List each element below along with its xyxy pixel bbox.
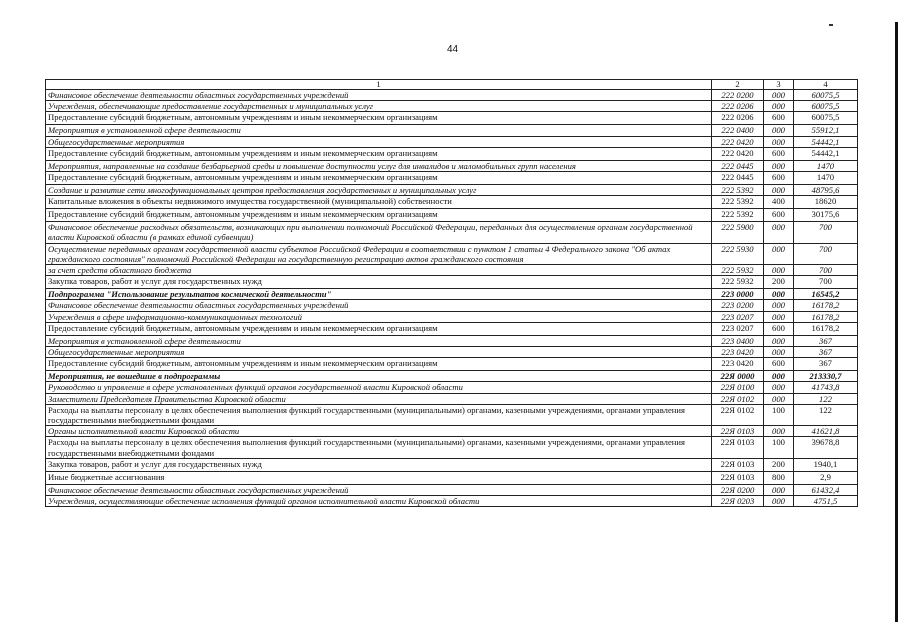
row-code-cell: 223 0200 [712, 300, 764, 311]
row-type-cell: 000 [764, 311, 794, 322]
row-code-cell: 223 0420 [712, 358, 764, 371]
row-name-cell: Расходы на выплаты персоналу в целях обеспечения выполнения функций государственными (муниципальными) органами, казенными учреждениями, органами управления государственными внебюджетными фондами [46, 437, 712, 458]
table-row [46, 265, 858, 276]
table-row [46, 322, 858, 335]
table-row [46, 426, 858, 437]
row-sum-cell: 41743,8 [794, 382, 858, 393]
table-row [46, 300, 858, 311]
table-row [46, 185, 858, 196]
table-row [46, 196, 858, 209]
row-type-cell: 600 [764, 322, 794, 335]
header-col-1: 1 [46, 80, 712, 90]
row-code-cell: 223 0207 [712, 311, 764, 322]
row-type-cell: 000 [764, 265, 794, 276]
row-type-cell: 100 [764, 437, 794, 458]
row-name-cell: Финансовое обеспечение деятельности областных государственных учреждений [46, 484, 712, 495]
row-name-cell: Мероприятия, направленные на создание безбарьерной среды и повышение доступности услуг для инвалидов и маломобильных групп населения [46, 160, 712, 171]
table-row [46, 437, 858, 458]
table-row [46, 160, 858, 171]
row-code-cell: 222 0420 [712, 136, 764, 147]
row-sum-cell: 122 [794, 393, 858, 404]
row-name-cell: Капитальные вложения в объекты недвижимого имущества государственной (муниципальной) собственности [46, 196, 712, 209]
row-name-cell: Предоставление субсидий бюджетным, автономным учреждениям и иным некоммерческим организациям [46, 209, 712, 222]
row-code-cell: 223 0420 [712, 347, 764, 358]
table-row [46, 484, 858, 495]
row-sum-cell: 700 [794, 243, 858, 264]
row-sum-cell: 16545,2 [794, 289, 858, 300]
row-sum-cell: 61432,4 [794, 484, 858, 495]
row-name-cell: Учреждения, обеспечивающие предоставление государственных и муниципальных услуг [46, 101, 712, 112]
table-row [46, 311, 858, 322]
table-row [46, 496, 858, 507]
row-type-cell: 100 [764, 404, 794, 425]
row-code-cell: 222 0206 [712, 101, 764, 112]
table-row [46, 147, 858, 160]
row-code-cell: 222 0200 [712, 90, 764, 101]
row-code-cell: 22Я 0102 [712, 393, 764, 404]
table-row [46, 90, 858, 101]
row-type-cell: 200 [764, 458, 794, 471]
budget-table [45, 79, 858, 507]
row-type-cell: 000 [764, 90, 794, 101]
row-type-cell: 000 [764, 426, 794, 437]
table-body [46, 90, 858, 507]
row-type-cell: 200 [764, 276, 794, 289]
row-type-cell: 000 [764, 160, 794, 171]
row-code-cell: 222 0420 [712, 147, 764, 160]
table-row [46, 358, 858, 371]
row-type-cell: 600 [764, 147, 794, 160]
row-sum-cell: 213330,7 [794, 371, 858, 382]
row-code-cell: 22Я 0102 [712, 404, 764, 425]
row-sum-cell: 4751,5 [794, 496, 858, 507]
scan-mark [829, 24, 833, 26]
row-type-cell: 000 [764, 300, 794, 311]
row-type-cell: 000 [764, 371, 794, 382]
row-sum-cell: 700 [794, 222, 858, 243]
row-name-cell: за счет средств областного бюджета [46, 265, 712, 276]
row-name-cell: Мероприятия, не вошедшие в подпрограммы [46, 371, 712, 382]
row-code-cell: 223 0000 [712, 289, 764, 300]
row-name-cell: Финансовое обеспечение деятельности областных государственных учреждений [46, 300, 712, 311]
row-name-cell: Закупка товаров, работ и услуг для государственных нужд [46, 458, 712, 471]
row-sum-cell: 16178,2 [794, 322, 858, 335]
row-type-cell: 000 [764, 382, 794, 393]
row-name-cell: Заместители Председателя Правительства Кировской области [46, 393, 712, 404]
table-row [46, 243, 858, 264]
row-type-cell: 000 [764, 136, 794, 147]
row-sum-cell: 54442,1 [794, 136, 858, 147]
table-row [46, 289, 858, 300]
header-col-4: 4 [794, 80, 858, 90]
row-sum-cell: 54442,1 [794, 147, 858, 160]
row-sum-cell: 1470 [794, 160, 858, 171]
row-sum-cell: 41621,8 [794, 426, 858, 437]
row-name-cell: Подпрограмма "Использование результатов космической деятельности" [46, 289, 712, 300]
row-name-cell: Общегосударственные мероприятия [46, 347, 712, 358]
row-name-cell: Руководство и управление в сфере установленных функций органов государственной власти Кировской области [46, 382, 712, 393]
table-row [46, 471, 858, 484]
row-sum-cell: 30175,6 [794, 209, 858, 222]
row-code-cell: 222 0445 [712, 160, 764, 171]
table-row [46, 112, 858, 125]
row-type-cell: 600 [764, 172, 794, 185]
table-row [46, 382, 858, 393]
header-col-3: 3 [764, 80, 794, 90]
row-sum-cell: 2,9 [794, 471, 858, 484]
row-code-cell: 22Я 0200 [712, 484, 764, 495]
row-code-cell: 222 5932 [712, 265, 764, 276]
row-sum-cell: 367 [794, 335, 858, 346]
row-sum-cell: 18620 [794, 196, 858, 209]
row-sum-cell: 60075,5 [794, 90, 858, 101]
row-code-cell: 22Я 0100 [712, 382, 764, 393]
row-code-cell: 22Я 0203 [712, 496, 764, 507]
row-code-cell: 223 0400 [712, 335, 764, 346]
row-code-cell: 22Я 0000 [712, 371, 764, 382]
table-row [46, 209, 858, 222]
row-type-cell: 000 [764, 101, 794, 112]
row-sum-cell: 367 [794, 358, 858, 371]
table-row [46, 101, 858, 112]
table-header-row [46, 80, 858, 90]
table-row [46, 393, 858, 404]
row-type-cell: 800 [764, 471, 794, 484]
row-name-cell: Осуществление переданных органам государственной власти субъектов Российской Федерации в соответствии с пунктом 1 статьи 4 Федерального закона "Об актах гражданского состояния" полномочий Российской Федерации на государственную регистрацию актов гражданского состояния [46, 243, 712, 264]
table-row [46, 335, 858, 346]
row-sum-cell: 1470 [794, 172, 858, 185]
row-code-cell: 222 5932 [712, 276, 764, 289]
table-row [46, 347, 858, 358]
table-row [46, 371, 858, 382]
table-row [46, 458, 858, 471]
header-col-2: 2 [712, 80, 764, 90]
row-sum-cell: 16178,2 [794, 300, 858, 311]
row-sum-cell: 1940,1 [794, 458, 858, 471]
table-row [46, 276, 858, 289]
row-sum-cell: 48795,6 [794, 185, 858, 196]
row-sum-cell: 700 [794, 265, 858, 276]
table-row [46, 125, 858, 136]
row-name-cell: Предоставление субсидий бюджетным, автономным учреждениям и иным некоммерческим организациям [46, 112, 712, 125]
row-code-cell: 222 5392 [712, 209, 764, 222]
row-name-cell: Финансовое обеспечение расходных обязательств, возникающих при выполнении полномочий Российской Федерации, переданных для осуществления органам государственной власти Кировской области (в рамках единой субвенции) [46, 222, 712, 243]
table-row [46, 404, 858, 425]
table-row [46, 222, 858, 243]
row-sum-cell: 700 [794, 276, 858, 289]
row-name-cell: Предоставление субсидий бюджетным, автономным учреждениям и иным некоммерческим организациям [46, 322, 712, 335]
row-code-cell: 22Я 0103 [712, 426, 764, 437]
row-code-cell: 222 5392 [712, 196, 764, 209]
row-code-cell: 222 0445 [712, 172, 764, 185]
row-name-cell: Мероприятия в установленной сфере деятельности [46, 125, 712, 136]
row-name-cell: Мероприятия в установленной сфере деятельности [46, 335, 712, 346]
row-type-cell: 000 [764, 185, 794, 196]
row-code-cell: 222 5930 [712, 243, 764, 264]
row-type-cell: 000 [764, 393, 794, 404]
row-code-cell: 222 0206 [712, 112, 764, 125]
row-code-cell: 222 0400 [712, 125, 764, 136]
row-type-cell: 000 [764, 243, 794, 264]
table-row [46, 172, 858, 185]
table-row [46, 136, 858, 147]
row-sum-cell: 60075,5 [794, 112, 858, 125]
row-code-cell: 22Я 0103 [712, 471, 764, 484]
row-sum-cell: 55912,1 [794, 125, 858, 136]
row-type-cell: 000 [764, 289, 794, 300]
row-type-cell: 000 [764, 347, 794, 358]
row-type-cell: 000 [764, 335, 794, 346]
row-name-cell: Общегосударственные мероприятия [46, 136, 712, 147]
row-code-cell: 22Я 0103 [712, 437, 764, 458]
row-sum-cell: 39678,8 [794, 437, 858, 458]
row-type-cell: 000 [764, 484, 794, 495]
row-name-cell: Расходы на выплаты персоналу в целях обеспечения выполнения функций государственными (муниципальными) органами, казенными учреждениями, органами управления государственными внебюджетными фондами [46, 404, 712, 425]
row-name-cell: Предоставление субсидий бюджетным, автономным учреждениям и иным некоммерческим организациям [46, 358, 712, 371]
row-name-cell: Учреждения, осуществляющие обеспечение исполнения функций органов исполнительной власти Кировской области [46, 496, 712, 507]
row-name-cell: Иные бюджетные ассигнования [46, 471, 712, 484]
row-name-cell: Создание и развитие сети многофункциональных центров предоставления государственных и муниципальных услуг [46, 185, 712, 196]
page-number: 44 [446, 44, 459, 55]
row-type-cell: 600 [764, 112, 794, 125]
row-code-cell: 222 5900 [712, 222, 764, 243]
row-type-cell: 400 [764, 196, 794, 209]
row-name-cell: Органы исполнительной власти Кировской области [46, 426, 712, 437]
row-code-cell: 223 0207 [712, 322, 764, 335]
row-sum-cell: 60075,5 [794, 101, 858, 112]
row-type-cell: 000 [764, 496, 794, 507]
row-type-cell: 600 [764, 358, 794, 371]
row-type-cell: 000 [764, 222, 794, 243]
row-name-cell: Предоставление субсидий бюджетным, автономным учреждениям и иным некоммерческим организациям [46, 147, 712, 160]
row-sum-cell: 122 [794, 404, 858, 425]
row-type-cell: 600 [764, 209, 794, 222]
row-sum-cell: 16178,2 [794, 311, 858, 322]
row-code-cell: 22Я 0103 [712, 458, 764, 471]
scan-edge-line [895, 22, 898, 622]
row-sum-cell: 367 [794, 347, 858, 358]
row-name-cell: Учреждения в сфере информационно-коммуникационных технологий [46, 311, 712, 322]
row-name-cell: Предоставление субсидий бюджетным, автономным учреждениям и иным некоммерческим организациям [46, 172, 712, 185]
row-code-cell: 222 5392 [712, 185, 764, 196]
row-type-cell: 000 [764, 125, 794, 136]
row-name-cell: Финансовое обеспечение деятельности областных государственных учреждений [46, 90, 712, 101]
row-name-cell: Закупка товаров, работ и услуг для государственных нужд [46, 276, 712, 289]
